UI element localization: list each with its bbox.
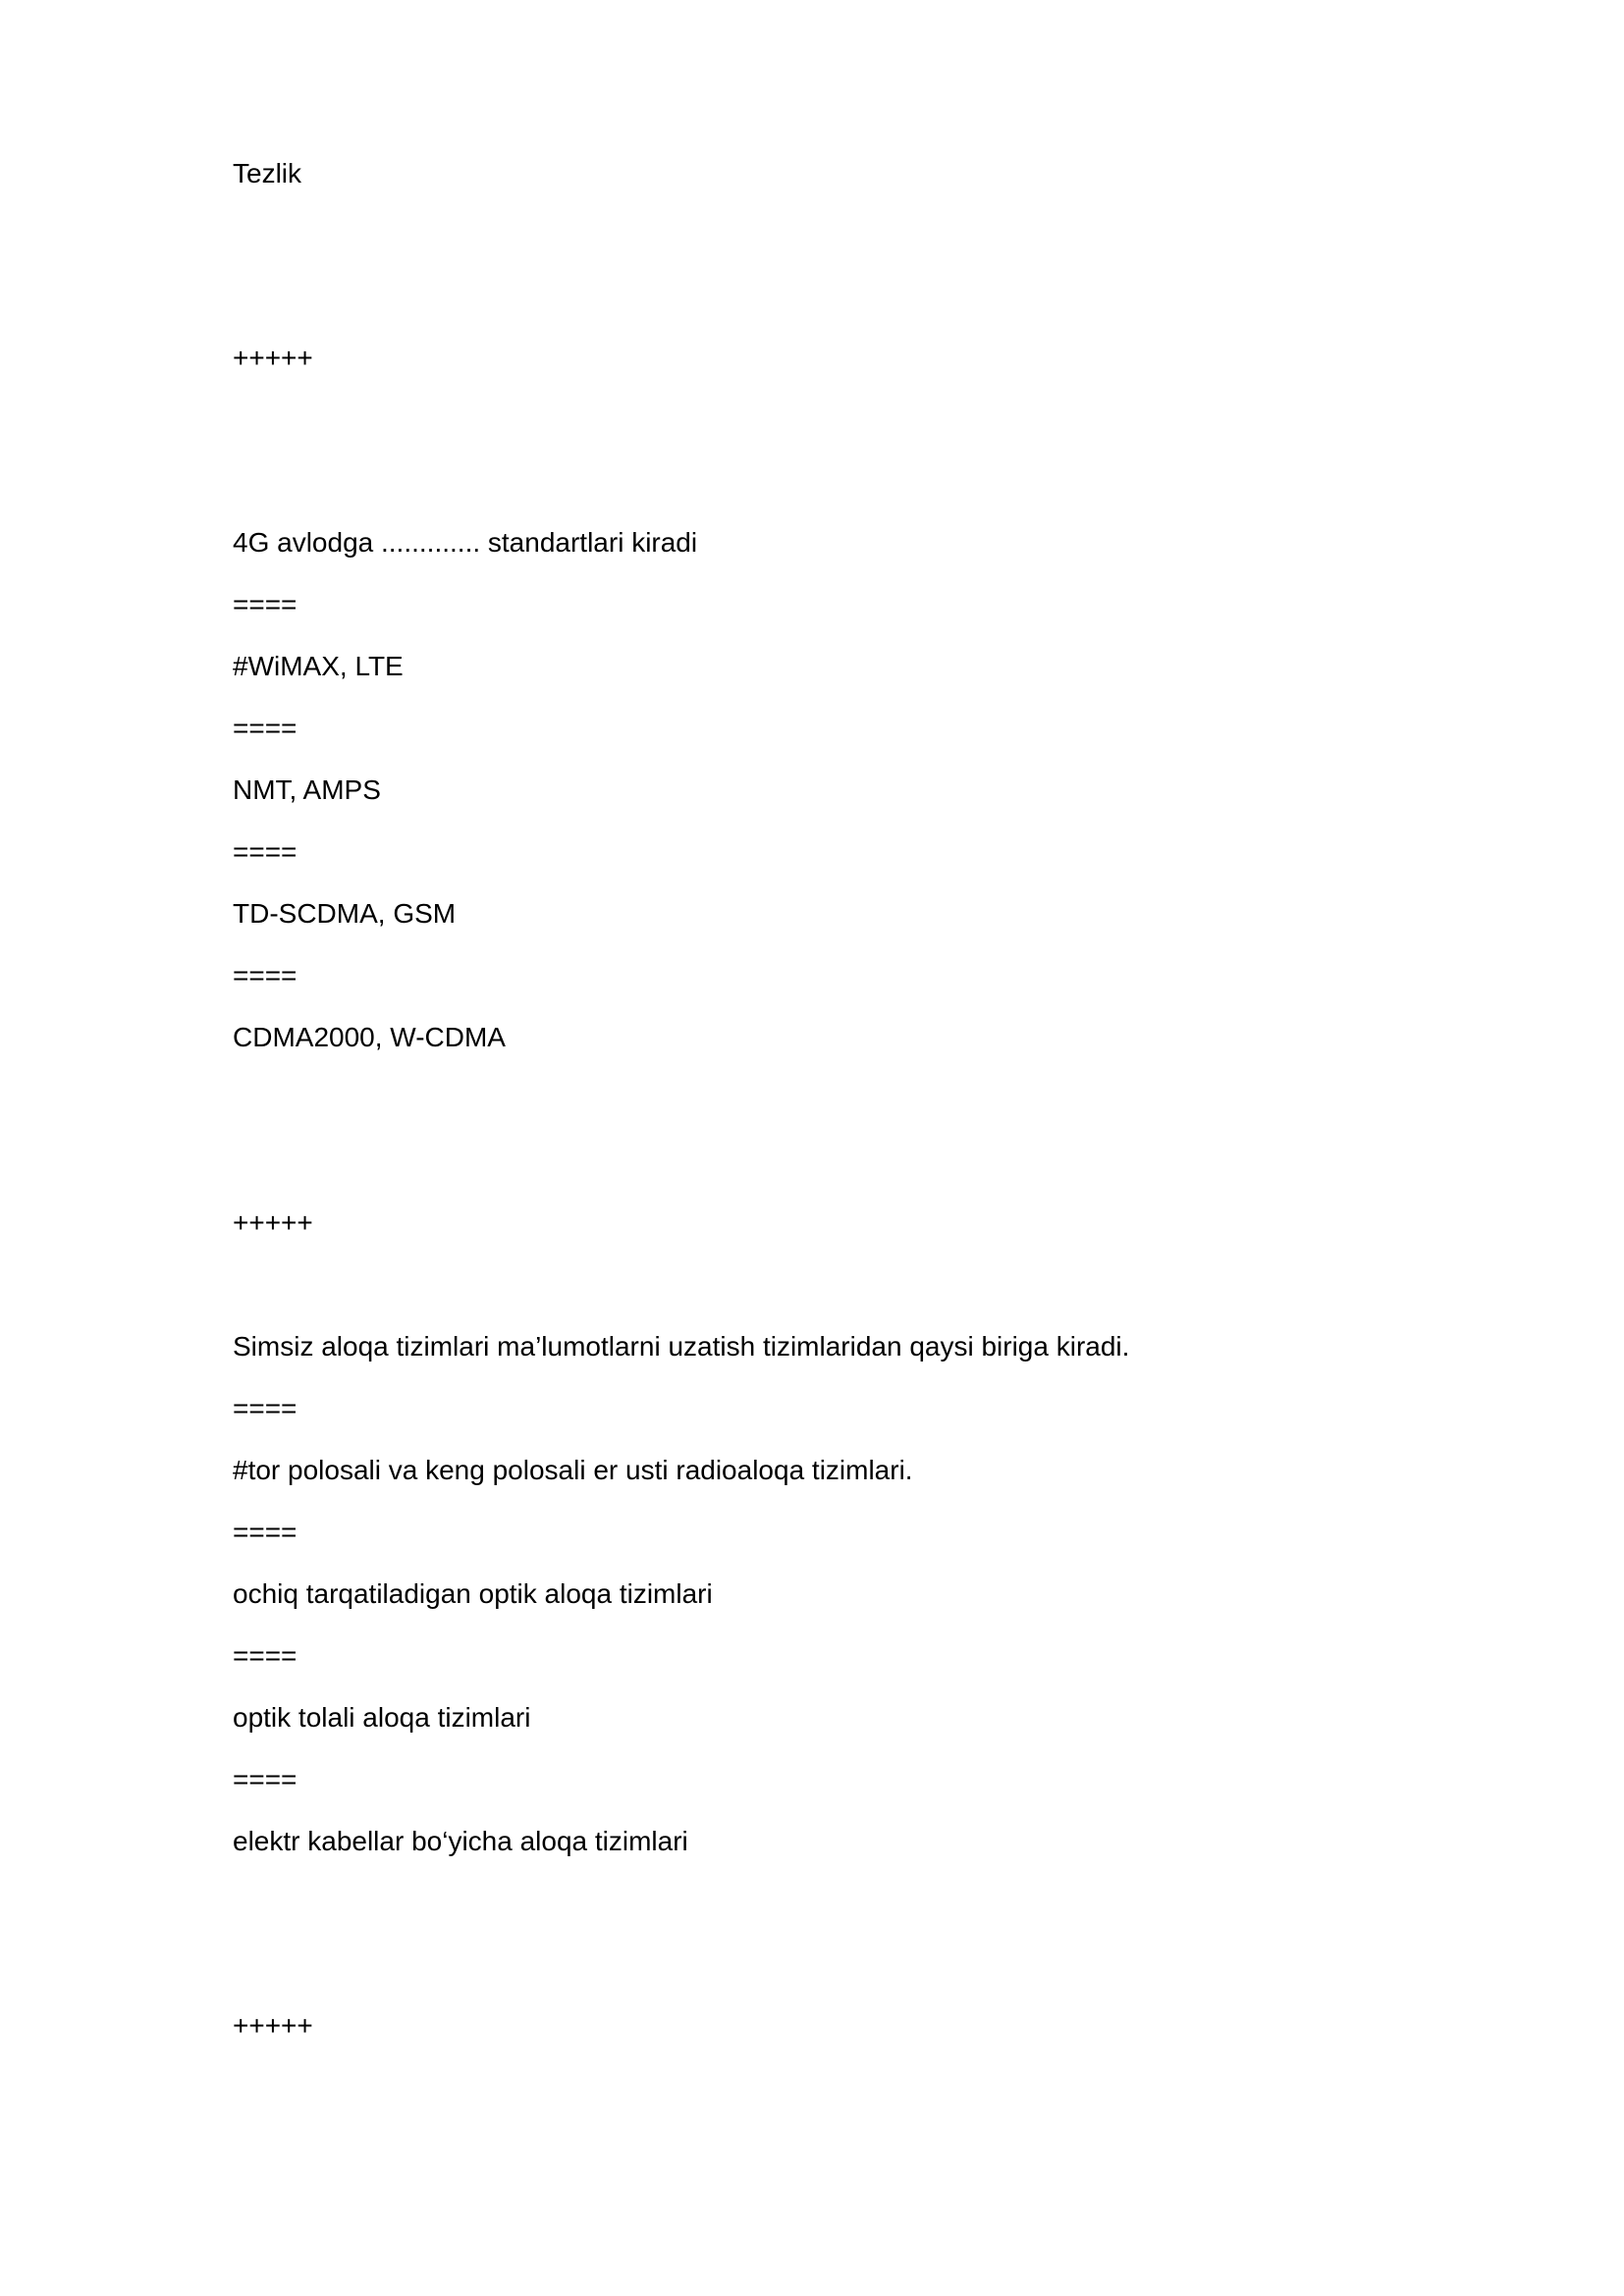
intro-text: Tezlik xyxy=(233,158,302,188)
question-1-option-4: CDMA2000, W-CDMA xyxy=(233,1022,506,1052)
question-2-stem: Simsiz aloqa tizimlari ma’lumotlarni uzatish tizimlaridan qaysi biriga kiradi. xyxy=(233,1331,1130,1362)
question-1-option-1: #WiMAX, LTE xyxy=(233,651,404,681)
question-1-stem: 4G avlodga ............. standartlari kiradi xyxy=(233,527,698,558)
question-2-option-2: ochiq tarqatiladigan optik aloqa tizimlari xyxy=(233,1578,713,1609)
separator-eq: ==== xyxy=(233,713,298,743)
separator-eq: ==== xyxy=(233,836,298,867)
separator-eq: ==== xyxy=(233,1640,298,1671)
question-2-option-3: optik tolali aloqa tizimlari xyxy=(233,1702,531,1733)
question-1-option-3: TD-SCDMA, GSM xyxy=(233,898,457,929)
question-2-option-1: #tor polosali va keng polosali er usti radioaloqa tizimlari. xyxy=(233,1455,913,1485)
question-1-option-2: NMT, AMPS xyxy=(233,774,381,805)
question-2-option-4: elektr kabellar bo‘yicha aloqa tizimlari xyxy=(233,1826,688,1856)
separator-eq: ==== xyxy=(233,960,298,990)
separator-plus: +++++ xyxy=(233,1207,313,1238)
separator-eq: ==== xyxy=(233,1517,298,1547)
separator-plus: +++++ xyxy=(233,343,313,373)
separator-eq: ==== xyxy=(233,1764,298,1794)
separator-eq: ==== xyxy=(233,1393,298,1423)
separator-eq: ==== xyxy=(233,589,298,619)
separator-plus: +++++ xyxy=(233,2010,313,2041)
